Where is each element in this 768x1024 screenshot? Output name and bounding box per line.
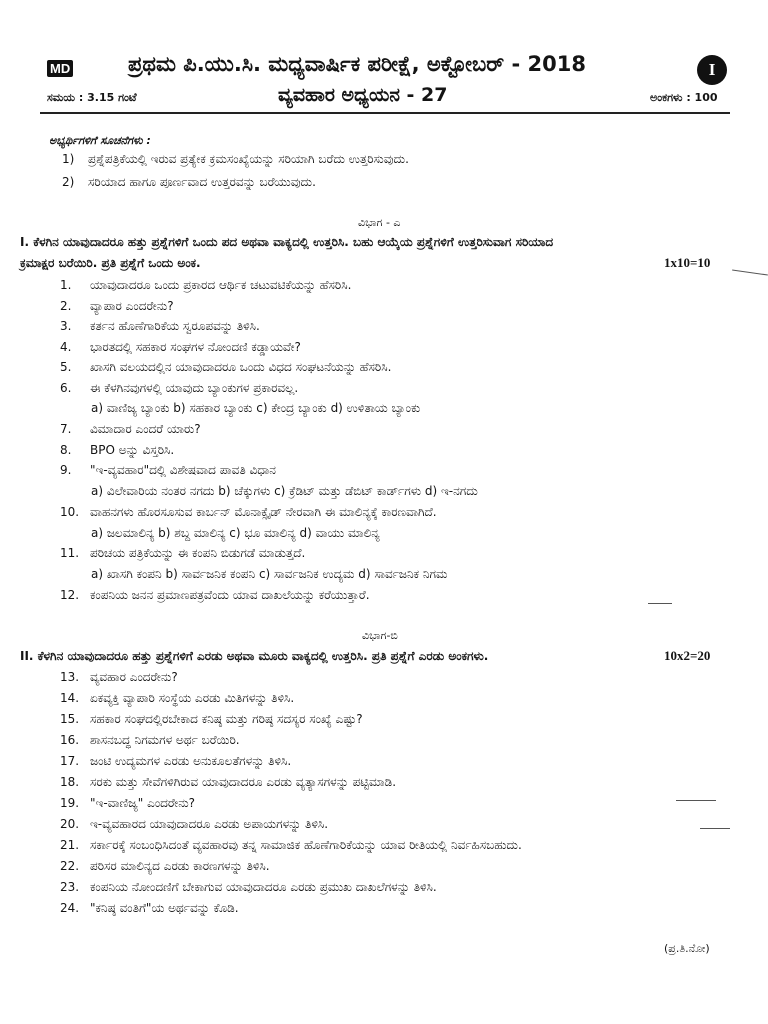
- question-number: 14.: [60, 691, 80, 705]
- question-number: 4.: [60, 340, 72, 354]
- question-number: 13.: [60, 670, 80, 684]
- stray-mark: [676, 800, 716, 801]
- question-17: [60, 754, 291, 769]
- question-number: 15.: [60, 712, 80, 726]
- stray-mark: [732, 269, 768, 275]
- question-number: 3.: [60, 319, 72, 333]
- question-20: [60, 817, 328, 832]
- question-15: [60, 712, 363, 727]
- question-7: [60, 422, 201, 437]
- question-text: ಶಾಸನಬದ್ಧ ನಿಗಮಗಳ ಅರ್ಥ ಬರೆಯಿರಿ.: [90, 733, 240, 747]
- question-text: ಖಾಸಗಿ ವಲಯದಲ್ಲಿನ ಯಾವುದಾದರೂ ಒಂದು ವಿಧದ ಸಂಘಟನೆಯನ್ನು ಹೆಸರಿಸಿ.: [90, 360, 392, 374]
- question-23: [60, 880, 437, 895]
- question-text: ಭಾರತದಲ್ಲಿ ಸಹಕಾರ ಸಂಘಗಳ ನೋಂದಣಿ ಕಡ್ಡಾಯವೇ?: [90, 340, 301, 354]
- question-text: BPO ಅನ್ನು ವಿಸ್ತರಿಸಿ.: [90, 443, 175, 457]
- section-b-instruction: II. ಕೆಳಗಿನ ಯಾವುದಾದರೂ ಹತ್ತು ಪ್ರಶ್ನೆಗಳಿಗೆ ಎರಡು ಅಥವಾ ಮೂರು ವಾಕ್ಯದಲ್ಲಿ ಉತ್ತರಿಸಿ. ಪ್ರತಿ ಪ್ರಶ್ನೆಗೆ ಎರಡು ಅಂಕಗಳು.: [20, 649, 489, 663]
- question-number: 23.: [60, 880, 80, 894]
- question-text: ಸರಕು ಮತ್ತು ಸೇವೆಗಳಿಗಿರುವ ಯಾವುದಾದರೂ ಎರಡು ವ್ಯತ್ಯಾಸಗಳನ್ನು ಪಟ್ಟಿಮಾಡಿ.: [90, 775, 397, 789]
- instruction-text: ಪ್ರಶ್ನೆಪತ್ರಿಕೆಯಲ್ಲಿ ಇರುವ ಪ್ರತ್ಯೇಕ ಕ್ರಮಸಂಖ್ಯೆಯನ್ನು ಸರಿಯಾಗಿ ಬರೆದು ಉತ್ತರಿಸುವುದು.: [88, 152, 409, 166]
- question-18: [60, 775, 396, 790]
- question-text: ಕಂಪನಿಯ ಜನನ ಪ್ರಮಾಣಪತ್ರವೆಂದು ಯಾವ ದಾಖಲೆಯನ್ನು ಕರೆಯುತ್ತಾರೆ.: [90, 588, 370, 602]
- version-circle-badge: I: [697, 55, 727, 85]
- question-number: 18.: [60, 775, 80, 789]
- instruction-number: 2): [62, 175, 75, 189]
- page-turn-over: (ಪ್ರ.ತಿ.ನೋ): [664, 942, 710, 955]
- instruction-text: ಸರಿಯಾದ ಹಾಗೂ ಪೂರ್ಣವಾದ ಉತ್ತರವನ್ನು ಬರೆಯುವುದು.: [88, 175, 316, 189]
- stray-mark: [700, 828, 730, 829]
- question-4: [60, 340, 301, 355]
- instruction-item: [62, 175, 316, 190]
- question-21: [60, 838, 522, 853]
- question-number: 10.: [60, 505, 80, 519]
- question-number: 5.: [60, 360, 72, 374]
- question-text: ಇ-ವ್ಯವಹಾರದ ಯಾವುದಾದರೂ ಎರಡು ಅಪಾಯಗಳನ್ನು ತಿಳಿಸಿ.: [90, 817, 329, 831]
- section-a-marks: 1x10=10: [664, 255, 711, 270]
- question-number: 1.: [60, 278, 72, 292]
- question-24: [60, 901, 239, 916]
- instruction-number: 1): [62, 152, 75, 166]
- question-2: [60, 299, 174, 314]
- question-5: [60, 360, 391, 375]
- question-text: ಸಹಕಾರ ಸಂಘದಲ್ಲಿರಬೇಕಾದ ಕನಿಷ್ಠ ಮತ್ತು ಗರಿಷ್ಠ ಸದಸ್ಯರ ಸಂಖ್ಯೆ ಎಷ್ಟು?: [90, 712, 363, 726]
- question-text: ವ್ಯಾಪಾರ ಎಂದರೇನು?: [90, 299, 174, 313]
- question-number: 16.: [60, 733, 80, 747]
- instruction-item: [62, 152, 409, 167]
- section-b-title: ವಿಭಾಗ-ಬಿ: [362, 629, 398, 642]
- question-number: 8.: [60, 443, 72, 457]
- exam-duration: ಸಮಯ : 3.15 ಗಂಟೆ: [47, 91, 137, 104]
- question-text: ಪರಿಸರ ಮಾಲಿನ್ಯದ ಎರಡು ಕಾರಣಗಳನ್ನು ತಿಳಿಸಿ.: [90, 859, 270, 873]
- question-8: [60, 443, 174, 458]
- question-number: 6.: [60, 381, 72, 395]
- section-a-instruction-line2: ಕ್ರಮಾಕ್ಷರ ಬರೆಯಿರಿ. ಪ್ರತಿ ಪ್ರಶ್ನೆಗೆ ಒಂದು ಅಂಕ.: [20, 256, 201, 270]
- question-text: ವಾಹನಗಳು ಹೊರಸೂಸುವ ಕಾರ್ಬನ್ ಮೊನಾಕ್ಸೈಡ್ ನೇರವಾಗಿ ಈ ಮಾಲಿನ್ಯಕ್ಕೆ ಕಾರಣವಾಗಿದೆ.: [90, 505, 437, 519]
- question-13: [60, 670, 178, 685]
- question-number: 9.: [60, 463, 72, 477]
- question-6: [60, 381, 298, 396]
- question-6-options: a) ವಾಣಿಜ್ಯ ಬ್ಯಾಂಕು b) ಸಹಕಾರ ಬ್ಯಾಂಕು c) ಕೇಂದ್ರ ಬ್ಯಾಂಕು d) ಉಳಿತಾಯ ಬ್ಯಾಂಕು: [91, 401, 421, 415]
- question-10-options: a) ಜಲಮಾಲಿನ್ಯ b) ಶಬ್ದ ಮಾಲಿನ್ಯ c) ಭೂ ಮಾಲಿನ್ಯ d) ವಾಯು ಮಾಲಿನ್ಯ: [91, 526, 380, 540]
- question-number: 12.: [60, 588, 80, 602]
- question-text: ವ್ಯವಹಾರ ಎಂದರೇನು?: [90, 670, 178, 684]
- question-text: ಯಾವುದಾದರೂ ಒಂದು ಪ್ರಕಾರದ ಆರ್ಥಿಕ ಚಟುವಟಿಕೆಯನ್ನು ಹೆಸರಿಸಿ.: [90, 278, 352, 292]
- question-9: [60, 463, 276, 478]
- question-number: 24.: [60, 901, 80, 915]
- question-16: [60, 733, 240, 748]
- subject-title: ವ್ಯವಹಾರ ಅಧ್ಯಯನ - 27: [278, 84, 448, 106]
- question-number: 20.: [60, 817, 80, 831]
- exam-title: ಪ್ರಥಮ ಪಿ.ಯು.ಸಿ. ಮಧ್ಯವಾರ್ಷಿಕ ಪರೀಕ್ಷೆ, ಅಕ್ಟೋಬರ್ - 2018: [128, 52, 586, 76]
- question-number: 17.: [60, 754, 80, 768]
- question-22: [60, 859, 270, 874]
- question-text: ಸರ್ಕಾರಕ್ಕೆ ಸಂಬಂಧಿಸಿದಂತೆ ವ್ಯವಹಾರವು ತನ್ನ ಸಾಮಾಜಿಕ ಹೊಣೆಗಾರಿಕೆಯನ್ನು ಯಾವ ರೀತಿಯಲ್ಲಿ ನಿರ್ವಹಿಸಬಹುದು.: [90, 838, 522, 852]
- section-b-marks: 10x2=20: [664, 648, 711, 663]
- question-text: ವಿಮಾದಾರ ಎಂದರೆ ಯಾರು?: [90, 422, 201, 436]
- question-text: ಕರ್ತನ ಹೊಣೆಗಾರಿಕೆಯ ಸ್ವರೂಪವನ್ನು ತಿಳಿಸಿ.: [90, 319, 260, 333]
- question-text: ಏಕವ್ಯಕ್ತಿ ವ್ಯಾಪಾರಿ ಸಂಸ್ಥೆಯ ಎರಡು ಮಿತಿಗಳನ್ನು ತಿಳಿಸಿ.: [90, 691, 295, 705]
- question-text: ಕಂಪನಿಯ ನೋಂದಣಿಗೆ ಬೇಕಾಗುವ ಯಾವುದಾದರೂ ಎರಡು ಪ್ರಮುಖ ದಾಖಲೆಗಳನ್ನು ತಿಳಿಸಿ.: [90, 880, 437, 894]
- question-text: ಜಂಟಿ ಉದ್ಯಮಗಳ ಎರಡು ಅನುಕೂಲತೆಗಳನ್ನು ತಿಳಿಸಿ.: [90, 754, 292, 768]
- question-number: 11.: [60, 546, 80, 560]
- header-divider: [40, 112, 730, 114]
- question-19: [60, 796, 195, 811]
- section-a-title: ವಿಭಾಗ - ಎ: [358, 216, 401, 229]
- question-text: ಈ ಕೆಳಗಿನವುಗಳಲ್ಲಿ ಯಾವುದು ಬ್ಯಾಂಕುಗಳ ಪ್ರಕಾರವಲ್ಲ.: [90, 381, 299, 395]
- question-text: "ಕನಿಷ್ಠ ವಂತಿಗೆ"ಯ ಅರ್ಥವನ್ನು ಕೊಡಿ.: [90, 901, 239, 915]
- instructions-heading: ಅಭ್ಯರ್ಥಿಗಳಿಗೆ ಸೂಚನೆಗಳು :: [49, 134, 151, 147]
- question-text: "ಇ-ವ್ಯವಹಾರ"ದಲ್ಲಿ ವಿಶೇಷವಾದ ಪಾವತಿ ವಿಧಾನ: [90, 463, 276, 477]
- question-number: 21.: [60, 838, 80, 852]
- question-number: 7.: [60, 422, 72, 436]
- section-a-instruction-line1: I. ಕೆಳಗಿನ ಯಾವುದಾದರೂ ಹತ್ತು ಪ್ರಶ್ನೆಗಳಿಗೆ ಒಂದು ಪದ ಅಥವಾ ವಾಕ್ಯದಲ್ಲಿ ಉತ್ತರಿಸಿ. ಬಹು ಆಯ್ಕೆಯ ಪ್ರಶ್ನೆಗಳಿಗೆ ಉತ್ತರಿಸುವಾಗ ಸರಿಯಾದ: [20, 235, 554, 249]
- question-number: 22.: [60, 859, 80, 873]
- question-number: 2.: [60, 299, 72, 313]
- question-text: ಪರಿಚಯ ಪತ್ರಿಕೆಯನ್ನು ಈ ಕಂಪನಿ ಬಿಡುಗಡೆ ಮಾಡುತ್ತದೆ.: [90, 546, 306, 560]
- total-marks: ಅಂಕಗಳು : 100: [650, 91, 718, 104]
- question-10: [60, 505, 437, 520]
- question-number: 19.: [60, 796, 80, 810]
- question-9-options: a) ವಿಲೇವಾರಿಯ ನಂತರ ನಗದು b) ಚೆಕ್ಕುಗಳು c) ಕ್ರೆಡಿಟ್ ಮತ್ತು ಡೆಬಿಟ್ ಕಾರ್ಡ್‌ಗಳು d) ಇ-ನಗದು: [91, 484, 478, 498]
- question-11-options: a) ಖಾಸಗಿ ಕಂಪನಿ b) ಸಾರ್ವಜನಿಕ ಕಂಪನಿ c) ಸಾರ್ವಜನಿಕ ಉದ್ಯಮ d) ಸಾರ್ವಜನಿಕ ನಿಗಮ: [91, 567, 448, 581]
- stray-mark: [648, 603, 672, 604]
- question-3: [60, 319, 260, 334]
- paper-code-badge: MD: [47, 60, 73, 77]
- question-14: [60, 691, 294, 706]
- question-12: [60, 588, 370, 603]
- question-11: [60, 546, 305, 561]
- question-text: "ಇ-ವಾಣಿಜ್ಯ" ಎಂದರೇನು?: [90, 796, 196, 810]
- question-1: [60, 278, 351, 293]
